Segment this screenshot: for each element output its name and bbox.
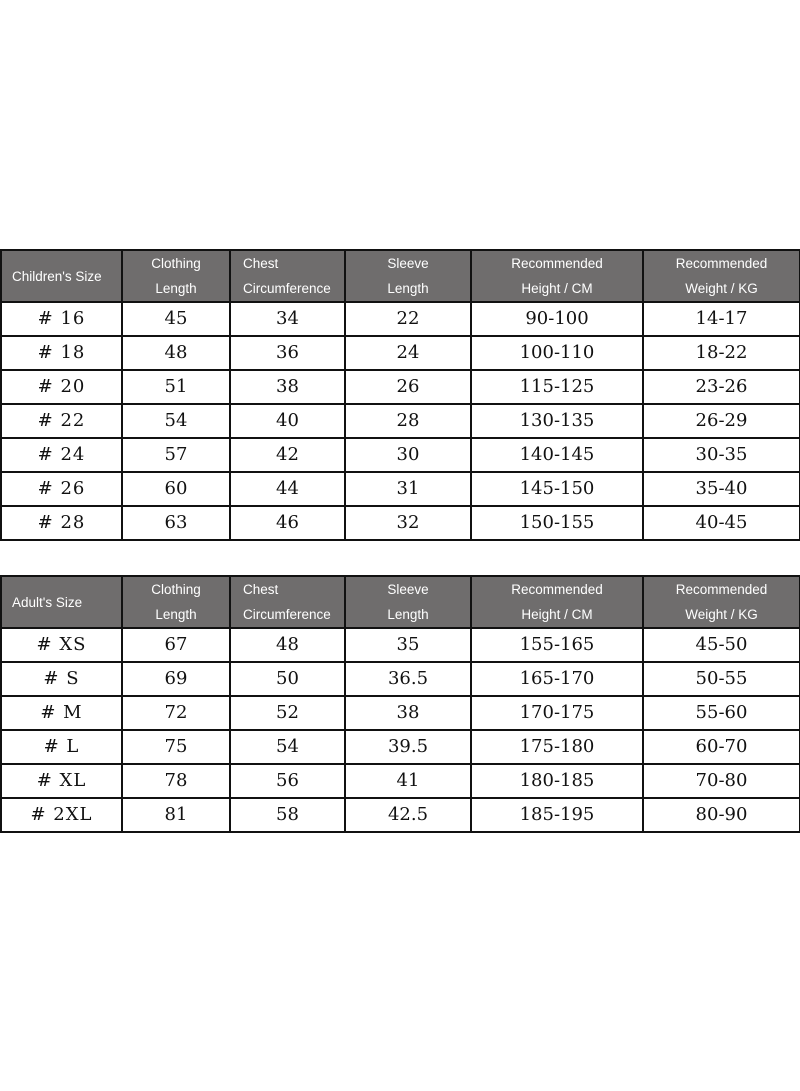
header-text: Recommended Height / CM: [511, 256, 603, 296]
table-row: [1, 730, 800, 764]
size-cell: # 28: [1, 506, 122, 540]
value-cell: 60: [122, 472, 230, 506]
header-text: Chest Circumference: [243, 256, 331, 296]
value-cell: 78: [122, 764, 230, 798]
value-cell: 22: [345, 302, 471, 336]
adults-table-header: [1, 576, 800, 628]
value-cell: 28: [345, 404, 471, 438]
header-row: [1, 250, 800, 302]
value-cell: 41: [345, 764, 471, 798]
value-cell: 14-17: [643, 302, 800, 336]
adults-size-table: [0, 575, 800, 833]
value-cell: 45-50: [643, 628, 800, 662]
header-sleeve-length: [345, 576, 471, 628]
table-row: [1, 506, 800, 540]
value-cell: 185-195: [471, 798, 643, 832]
value-cell: 42.5: [345, 798, 471, 832]
value-cell: 30: [345, 438, 471, 472]
table-row: [1, 696, 800, 730]
size-cell: # XS: [1, 628, 122, 662]
value-cell: 81: [122, 798, 230, 832]
value-cell: 30-35: [643, 438, 800, 472]
value-cell: 67: [122, 628, 230, 662]
header-text: Recommended Height / CM: [511, 582, 603, 622]
value-cell: 35-40: [643, 472, 800, 506]
value-cell: 46: [230, 506, 345, 540]
value-cell: 23-26: [643, 370, 800, 404]
table-row: [1, 798, 800, 832]
children-table-body: [1, 302, 800, 540]
value-cell: 150-155: [471, 506, 643, 540]
value-cell: 70-80: [643, 764, 800, 798]
table-row: [1, 438, 800, 472]
value-cell: 36.5: [345, 662, 471, 696]
value-cell: 115-125: [471, 370, 643, 404]
value-cell: 63: [122, 506, 230, 540]
header-text: Clothing Length: [151, 582, 201, 622]
value-cell: 72: [122, 696, 230, 730]
value-cell: 34: [230, 302, 345, 336]
header-clothing-length: [122, 576, 230, 628]
header-sleeve-length: [345, 250, 471, 302]
value-cell: 51: [122, 370, 230, 404]
value-cell: 54: [122, 404, 230, 438]
size-cell: # 2XL: [1, 798, 122, 832]
value-cell: 100-110: [471, 336, 643, 370]
value-cell: 45: [122, 302, 230, 336]
value-cell: 35: [345, 628, 471, 662]
size-cell: # 26: [1, 472, 122, 506]
size-cell: # M: [1, 696, 122, 730]
header-text: Recommended Weight / KG: [675, 256, 768, 296]
value-cell: 38: [230, 370, 345, 404]
children-table-header: [1, 250, 800, 302]
table-row: [1, 336, 800, 370]
value-cell: 165-170: [471, 662, 643, 696]
header-recommended-weight: [643, 576, 800, 628]
header-chest-circumference: [230, 250, 345, 302]
size-cell: # 18: [1, 336, 122, 370]
table-row: [1, 404, 800, 438]
value-cell: 140-145: [471, 438, 643, 472]
value-cell: 50-55: [643, 662, 800, 696]
value-cell: 175-180: [471, 730, 643, 764]
table-row: [1, 302, 800, 336]
value-cell: 39.5: [345, 730, 471, 764]
size-cell: # S: [1, 662, 122, 696]
value-cell: 60-70: [643, 730, 800, 764]
children-size-table: [0, 249, 800, 541]
value-cell: 170-175: [471, 696, 643, 730]
value-cell: 50: [230, 662, 345, 696]
table-row: [1, 628, 800, 662]
value-cell: 31: [345, 472, 471, 506]
size-cell: # 16: [1, 302, 122, 336]
header-row: [1, 576, 800, 628]
table-row: [1, 662, 800, 696]
value-cell: 36: [230, 336, 345, 370]
table-row: [1, 370, 800, 404]
value-cell: 56: [230, 764, 345, 798]
header-chest-circumference: [230, 576, 345, 628]
value-cell: 69: [122, 662, 230, 696]
value-cell: 44: [230, 472, 345, 506]
header-text: Clothing Length: [151, 256, 201, 296]
header-recommended-weight: [643, 250, 800, 302]
adults-table-body: [1, 628, 800, 832]
header-size: Children's Size: [1, 250, 122, 302]
size-cell: # XL: [1, 764, 122, 798]
size-cell: # L: [1, 730, 122, 764]
value-cell: 52: [230, 696, 345, 730]
header-size: Adult's Size: [1, 576, 122, 628]
value-cell: 90-100: [471, 302, 643, 336]
size-cell: # 22: [1, 404, 122, 438]
value-cell: 180-185: [471, 764, 643, 798]
table-row: [1, 472, 800, 506]
value-cell: 42: [230, 438, 345, 472]
value-cell: 80-90: [643, 798, 800, 832]
value-cell: 57: [122, 438, 230, 472]
value-cell: 75: [122, 730, 230, 764]
header-recommended-height: [471, 576, 643, 628]
size-cell: # 24: [1, 438, 122, 472]
value-cell: 26: [345, 370, 471, 404]
value-cell: 145-150: [471, 472, 643, 506]
value-cell: 130-135: [471, 404, 643, 438]
header-text: Recommended Weight / KG: [675, 582, 768, 622]
value-cell: 38: [345, 696, 471, 730]
value-cell: 155-165: [471, 628, 643, 662]
value-cell: 32: [345, 506, 471, 540]
header-text: Sleeve Length: [387, 256, 429, 296]
value-cell: 26-29: [643, 404, 800, 438]
value-cell: 18-22: [643, 336, 800, 370]
value-cell: 58: [230, 798, 345, 832]
header-clothing-length: [122, 250, 230, 302]
value-cell: 40: [230, 404, 345, 438]
size-cell: # 20: [1, 370, 122, 404]
value-cell: 48: [122, 336, 230, 370]
value-cell: 40-45: [643, 506, 800, 540]
value-cell: 54: [230, 730, 345, 764]
header-recommended-height: [471, 250, 643, 302]
header-text: Chest Circumference: [243, 582, 331, 622]
value-cell: 24: [345, 336, 471, 370]
value-cell: 48: [230, 628, 345, 662]
value-cell: 55-60: [643, 696, 800, 730]
table-row: [1, 764, 800, 798]
header-text: Sleeve Length: [387, 582, 429, 622]
